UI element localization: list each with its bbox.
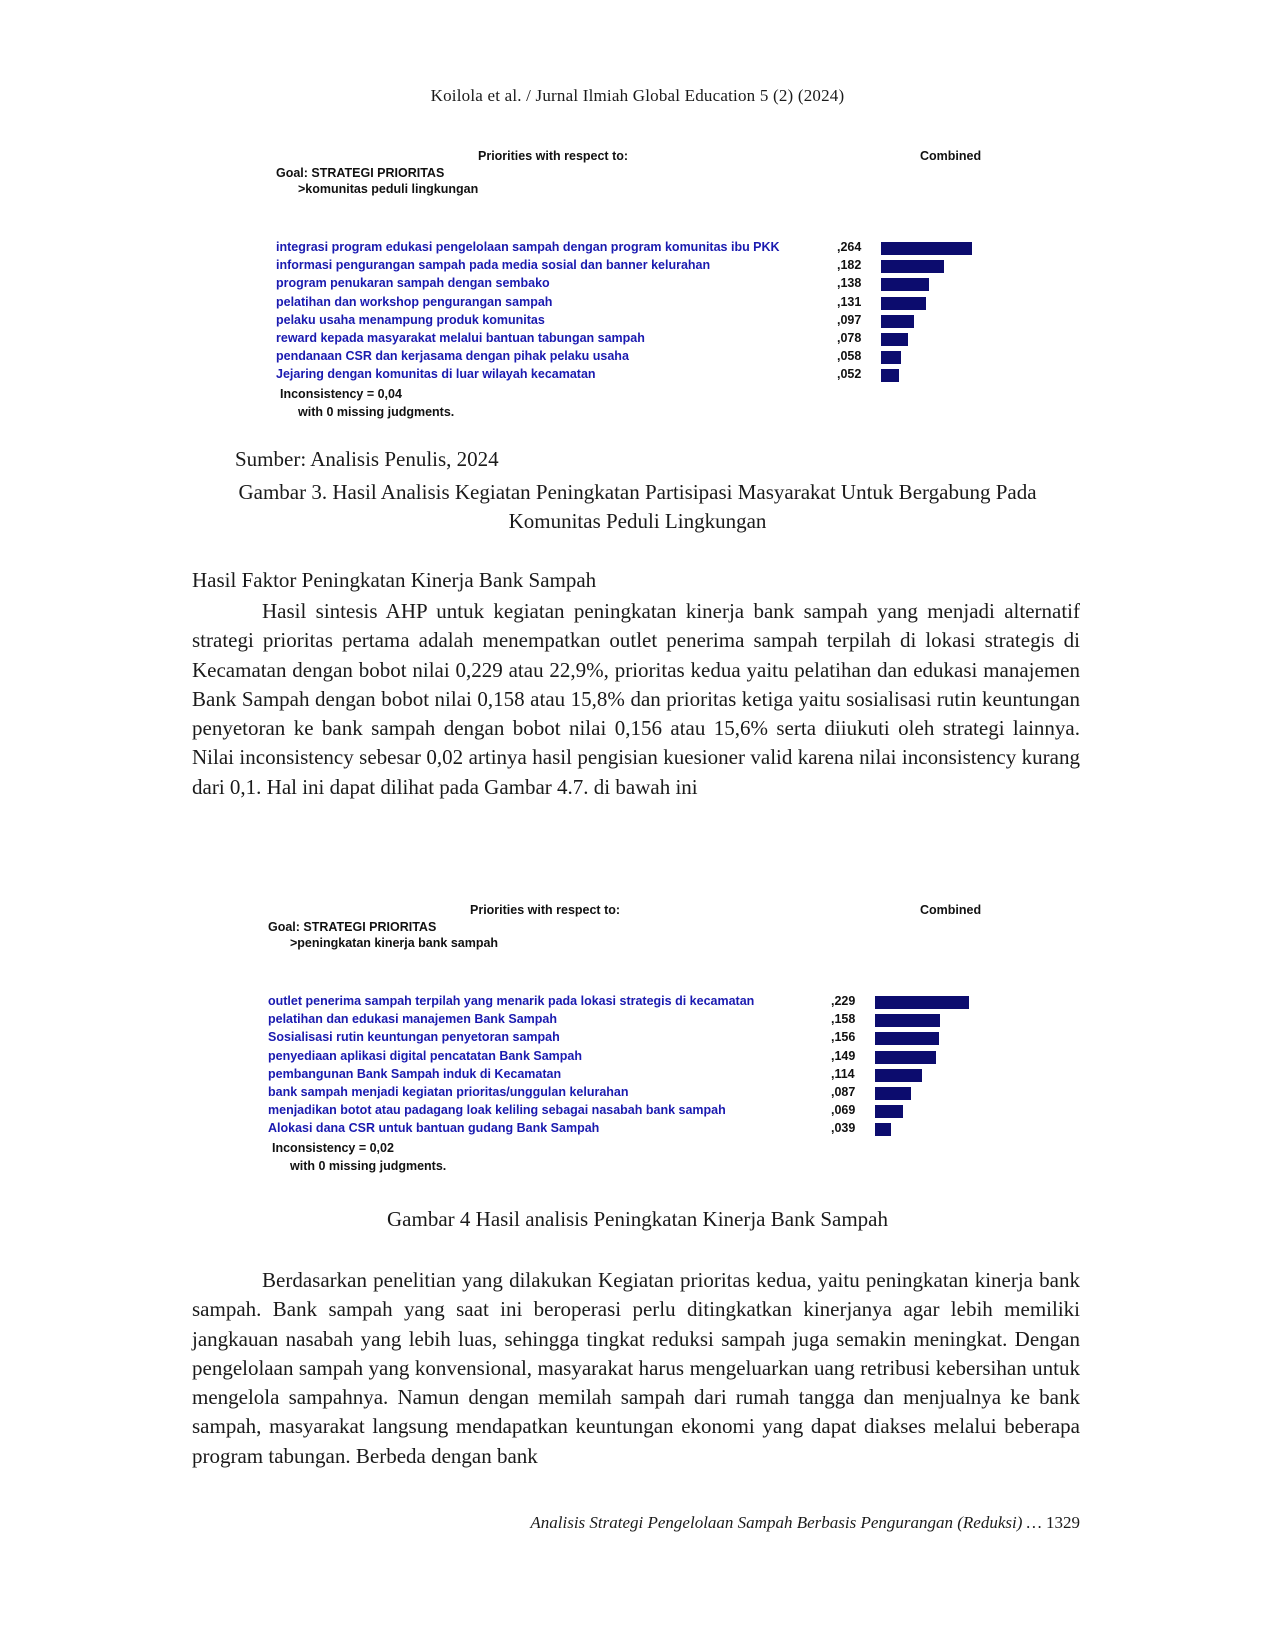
bar-value-label: ,058	[837, 349, 862, 364]
bar-category-label: pembangunan Bank Sampah induk di Kecamatan	[268, 1066, 562, 1081]
bar	[875, 1032, 939, 1045]
priorities-label: Priorities with respect to:	[478, 149, 629, 163]
goal-label: Goal: STRATEGI PRIORITAS	[276, 166, 445, 180]
bar	[875, 1014, 940, 1027]
bar	[875, 1087, 911, 1100]
bar-value-label: ,229	[831, 994, 856, 1008]
bar	[875, 1123, 891, 1136]
bar-category-label: informasi pengurangan sampah pada media sosial dan banner kelurahan	[276, 258, 711, 273]
bar-category-label: pelatihan dan workshop pengurangan sampah	[276, 294, 553, 309]
bar	[875, 1069, 922, 1082]
bar-value-label: ,087	[831, 1085, 856, 1099]
bar-value-label: ,182	[837, 258, 862, 273]
node-label: >peningkatan kinerja bank sampah	[290, 936, 499, 950]
inconsistency-label: Inconsistency = 0,04	[280, 387, 402, 401]
bar-value-label: ,039	[831, 1121, 856, 1136]
bar-category-label: penyediaan aplikasi digital pencatatan Bank Sampah	[268, 1048, 582, 1063]
bar	[875, 1105, 903, 1118]
bar-category-label: pelatihan dan edukasi manajemen Bank Sampah	[268, 1012, 557, 1027]
bar-category-label: outlet penerima sampah terpilah yang menarik pada lokasi strategis di kecamatan	[268, 994, 755, 1008]
goal-label: Goal: STRATEGI PRIORITAS	[268, 920, 437, 934]
combined-label: Combined	[920, 903, 982, 917]
bar-value-label: ,052	[837, 367, 862, 382]
bar-category-label: integrasi program edukasi pengelolaan sampah dengan program komunitas ibu PKK	[276, 240, 780, 254]
figure-3-caption-line2: Komunitas Peduli Lingkungan	[508, 509, 767, 533]
missing-judgments-label: with 0 missing judgments.	[298, 405, 455, 419]
bar-category-label: pendanaan CSR dan kerjasama dengan pihak pelaku usaha	[276, 349, 629, 364]
bar-category-label: program penukaran sampah dengan sembako	[276, 276, 550, 291]
paragraph-2: Berdasarkan penelitian yang dilakukan Kegiatan prioritas kedua, yaitu peningkatan kinerja bank sampah. Bank sampah yang saat ini beroperasi perlu ditingkatkan kinerjanya agar lebih memiliki jangkauan nasabah yang lebih luas, sehingga tingkat reduksi sampah juga semakin meningkat. Dengan pengelolaan sampah yang konvensional, masyarakat harus mengeluarkan uang retribusi kebersihan untuk mengelola sampahnya. Namun dengan memilah sampah dari rumah tangga dan menjualnya ke bank sampah, masyarakat langsung mendapatkan keuntungan ekonomi yang dapat diakses melalui beberapa program tabungan. Berbeda dengan bank	[192, 1268, 1080, 1468]
bar-value-label: ,156	[831, 1030, 856, 1045]
section-heading: Hasil Faktor Peningkatan Kinerja Bank Sampah	[192, 568, 597, 592]
figure-3-source: Sumber: Analisis Penulis, 2024	[235, 447, 499, 471]
figure-3-caption-line1: Gambar 3. Hasil Analisis Kegiatan Peningkatan Partisipasi Masyarakat Untuk Bergabung Pada	[238, 480, 1037, 504]
page-number: 1329	[1046, 1513, 1080, 1532]
paragraph-1: Hasil sintesis AHP untuk kegiatan peningkatan kinerja bank sampah yang menjadi alternatif strategi prioritas pertama adalah menempatkan outlet penerima sampah terpilah di lokasi strategis di Kecamatan dengan bobot nilai 0,229 atau 22,9%, prioritas kedua yaitu pelatihan dan edukasi manajemen Bank Sampah dengan bobot nilai 0,158 atau 15,8% dan prioritas ketiga yaitu sosialisasi rutin keuntungan penyetoran ke bank sampah dengan bobot nilai 0,156 atau 15,6% serta diiukuti oleh strategi lainnya. Nilai inconsistency sebesar 0,02 artinya hasil pengisian kuesioner valid karena nilai inconsistency kurang dari 0,1. Hal ini dapat dilihat pada Gambar 4.7. di bawah ini	[192, 599, 1080, 799]
bar-category-label: pelaku usaha menampung produk komunitas	[276, 312, 545, 327]
bar-category-label: Jejaring dengan komunitas di luar wilayah kecamatan	[276, 367, 596, 382]
bar-value-label: ,138	[837, 276, 862, 291]
missing-judgments-label: with 0 missing judgments.	[290, 1159, 447, 1173]
inconsistency-label: Inconsistency = 0,02	[272, 1141, 394, 1155]
bar-value-label: ,114	[831, 1066, 855, 1081]
bar-category-label: reward kepada masyarakat melalui bantuan tabungan sampah	[276, 331, 645, 345]
bar-value-label: ,131	[837, 294, 862, 309]
bar-value-label: ,149	[831, 1048, 856, 1063]
bar-value-label: ,078	[837, 331, 862, 345]
bar-value-label: ,097	[837, 312, 862, 327]
bar-value-label: ,069	[831, 1103, 856, 1118]
figure-4-caption: Gambar 4 Hasil analisis Peningkatan Kinerja Bank Sampah	[387, 1207, 888, 1231]
bar-category-label: Sosialisasi rutin keuntungan penyetoran sampah	[268, 1030, 560, 1045]
bar-value-label: ,158	[831, 1012, 856, 1027]
priorities-label: Priorities with respect to:	[470, 903, 621, 917]
node-label: >komunitas peduli lingkungan	[298, 182, 479, 196]
bar-value-label: ,264	[837, 240, 862, 254]
page-footer	[530, 1513, 1080, 1533]
bar-category-label: menjadikan botot atau padagang loak keliling sebagai nasabah bank sampah	[268, 1103, 726, 1118]
bar-category-label: bank sampah menjadi kegiatan prioritas/unggulan kelurahan	[268, 1085, 629, 1099]
combined-label: Combined	[920, 149, 982, 163]
bar	[875, 996, 969, 1009]
footer-title: Analisis Strategi Pengelolaan Sampah Berbasis Pengurangan (Reduksi) …	[530, 1513, 1042, 1532]
bar-category-label: Alokasi dana CSR untuk bantuan gudang Bank Sampah	[268, 1121, 600, 1136]
bar	[875, 1051, 936, 1064]
running-header: Koilola et al. / Jurnal Ilmiah Global Education 5 (2) (2024)	[430, 86, 845, 105]
